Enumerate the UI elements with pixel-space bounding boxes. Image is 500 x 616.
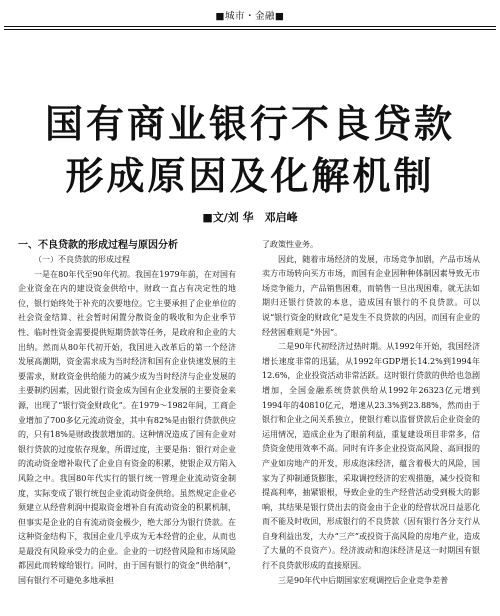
header-rule	[4, 26, 496, 27]
title-line-1: 国有商业银行不良贷款	[44, 101, 455, 146]
left-column	[18, 238, 236, 616]
right-column	[262, 238, 480, 616]
article-title	[0, 98, 500, 202]
body-paragraph: 一是在80年代至90年代初。我国在1979年前，在对国有企业资金在内的建设资金供给中，财政一直占有决定性的地位，银行始终处于补充的次要地位。它主要承担了企业单位的社会资金结算、社会暂时闲置分散资金的吸收和为企业季节性、临时性资金需要提供短期贷款等任务，是政府和企业的大出纳。然而从80年代初开始，我国进入改革后的第一个经济发展高潮期，资金需求成为当时经济和国有企业快速发展的主要需求，财政资金供给能力的减少成为当时经济与企业发展的主要制约因素，因此银行资金成为国有企业发展的主要资金来源，出现了“银行资金财政化”。在1979～1982年间，工商企业增加了700多亿元流动资金，其中有82%是由银行贷款供应的，只有18%是财政拨款增加的。这种情况造成了国有企业对银行贷款的过度依存现象，所谓过度，主要是指：银行对企业的流动资金增补取代了企业自有资金的积累，使银企双方陷入风险之中。我国80年代实行的银行统一管理企业流动资金制度，实际变成了银行统包企业流动资金供给。虽然规定企业必须建立从经营利润中提取资金增补自有流动资金的积累机制，但事实是企业的自有流动资金极少，绝大部分为银行贷款。在这种资金结构下，我国企业几乎成为无本经营的企业，从而也是最没有风险承受力的企业。企业的一切经营风险和市场风险都因此而转嫁给银行。同时，由于国有银行的资金“供给制”，国有银行不可避免多地承担	[18, 269, 236, 586]
title-line-2: 形成原因及化解机制	[65, 153, 435, 198]
author-byline: ■文/刘 华 邓启峰	[202, 211, 298, 224]
section-header	[0, 0, 500, 22]
section-label: ■城市・金融■	[215, 11, 285, 22]
body-paragraph: 因此，随着市场经济的发展，市场竞争加剧，产品市场从卖方市场转向买方市场，而国有企业因种种体制因素导致无市场竞争能力，产品销售困难，而销售一旦出现困难，就无法如期归还银行贷款的本息，造成国有银行的不良贷款。可以说“银行资金的财政化”是发生不良贷款的内因，而国有企业的经营困难则是“外因”。	[262, 254, 480, 337]
body-paragraph: 二是90年代初经济过热时期。从1992年开始，我国经济增长速度非常的迅猛，从1992年GDP增长14.2%到1994年12.6%，企业投资活动非常活跃。这时银行贷款的供给也急剧增加，全国金融系统贷款供给从1992年26323亿元增到1994年的40810亿元，增速从23.3%到23.88%，然而由于银行和企业之间关系独立，使银行难以监督贷款后企业资金的运用情况，造成企业为了眼前利益，重复建设项目非常多，信贷资金使用效率不高。同时有许多企业投资高风险、高回报的产业如房地产的开发，形成泡沫经济，蕴含着极大的风险，国家为了抑制通货膨胀，采取调控经济的宏观措施，减少投资和提高利率，抽紧银根，导致企业的生产经营活动受到极大的影响，其结果是银行贷出去的资金由于企业的经营状况日益恶化而不能及时收回，形成银行的不良贷款（因有银行各分支行从自身利益出发，大办“三产”或投资于高风险的房地产业，造成了大量的不良资产）。经济波动和泡沫经济是这一时期国有银行不良贷款形成的直接原因。	[262, 342, 480, 571]
body-paragraph: 三是90年代中后期国家宏观调控后企业竞争差普	[278, 575, 449, 585]
section-heading: 一、不良贷款的形成过程与原因分析	[18, 240, 178, 251]
body-paragraph-continued: 了政策性业务。	[262, 240, 318, 249]
subsection-heading: （一）不良贷款的形成过程	[34, 255, 130, 264]
header-rule-thin	[4, 29, 496, 30]
